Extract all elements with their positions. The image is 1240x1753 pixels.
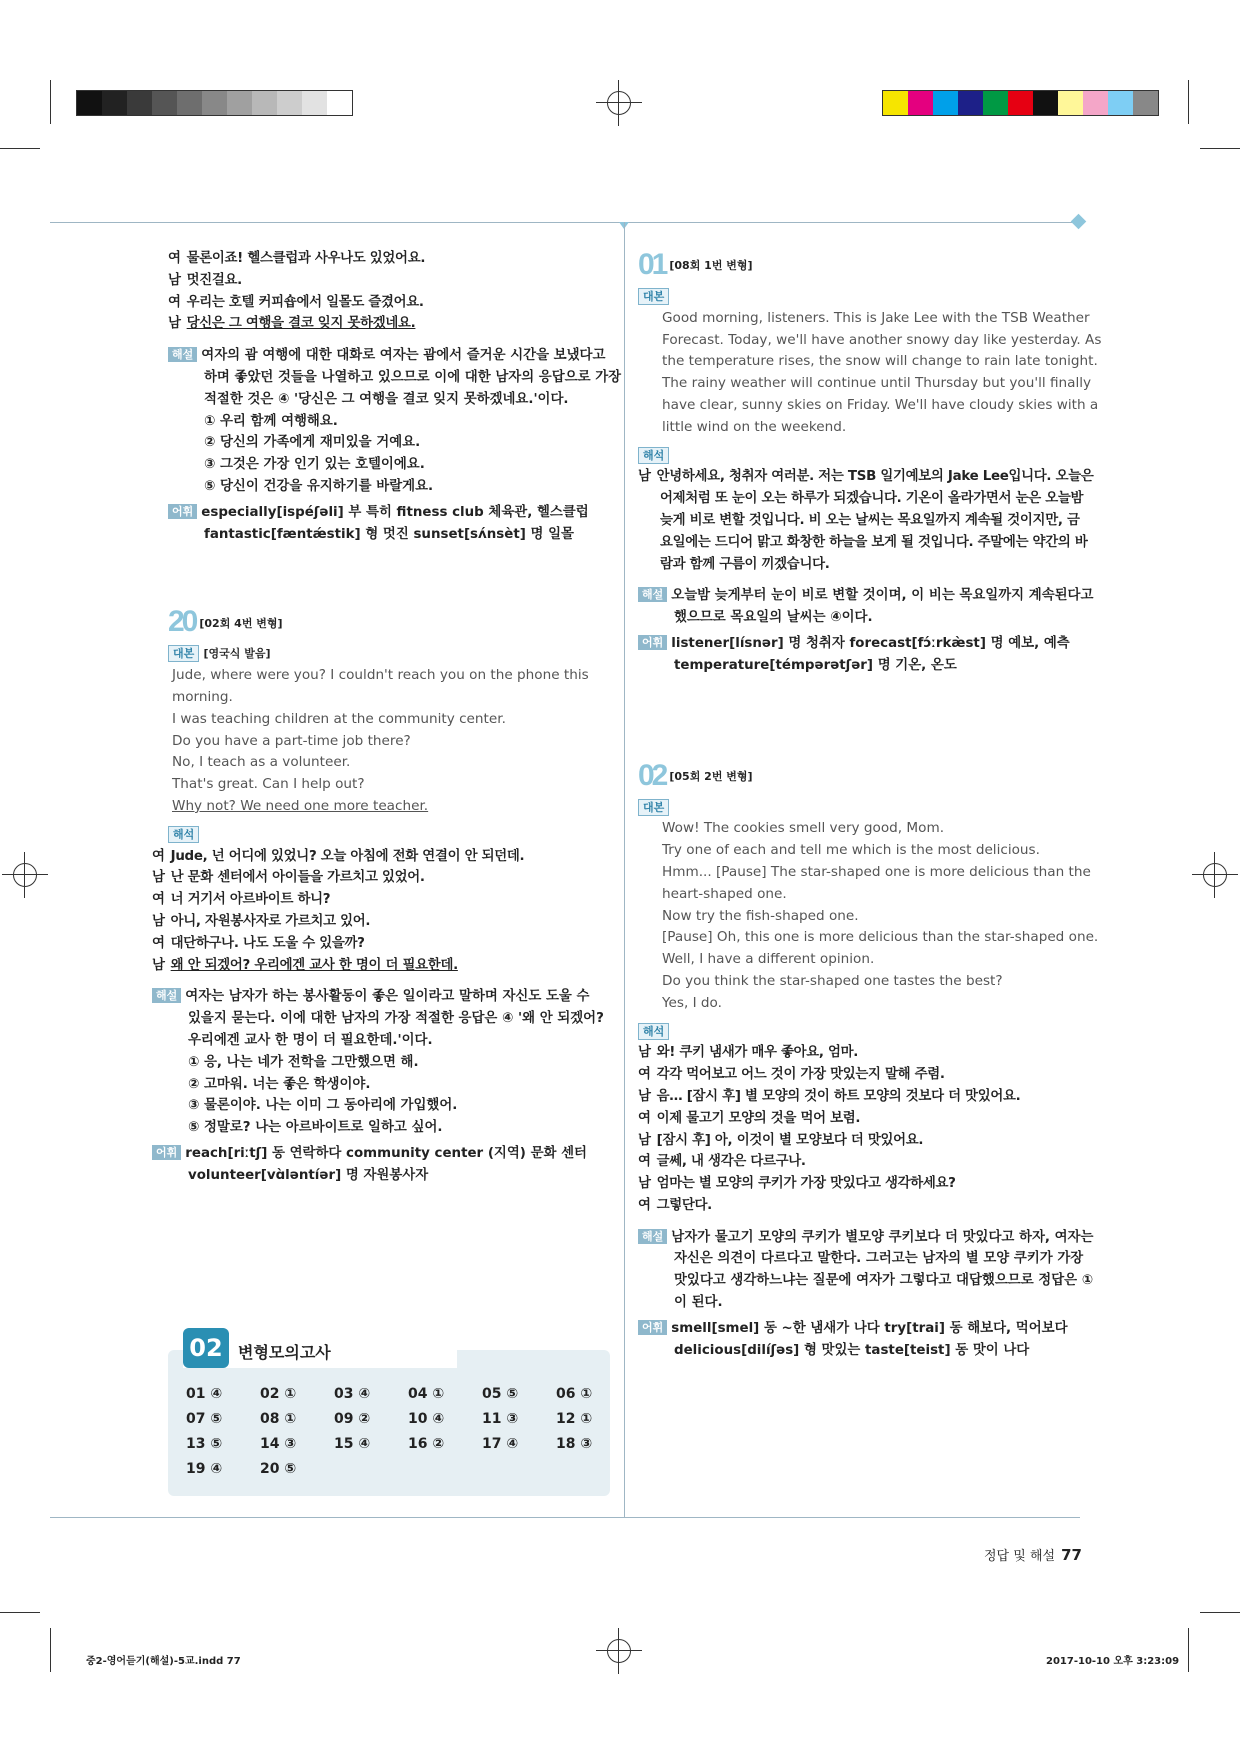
left-column: 여 물론이죠! 헬스클럽과 사우나도 있었어요. 남 멋진걸요. 여 우리는 호텔 커피숍에서 일몰도 즐겼어요. 남 당신은 그 여행을 결코 잊지 못하겠네요. 해설 여자의 괌 여행에 대한 대화로 여자는 괌에서 즐거운 시간을 보냈다고 하며 좋았던 것들을 나열하고 있으므로 이에 대한 남자의 응답으로 가장 적절한 것은 ④ '당신은 그 여행을 결코 잊지 못하겠네요.'이다. ① 우리 함께 여행해요. ② 당신의 가족에게 재미있을 거예요. ③ 그것은 가장 인기 있는 호텔이에요. ⑤ 당신이 건강을 유지하기를 바랄게요. 어휘 especially[ispéʃəli] 부 특히 fitness club 체육관, 헬스클럽 fantastic[fæntǽstik] 형 멋진 sunset[sʌ́nsèt] 명 일몰 20 [02회 4번 변형] 대본 [영국식 발음] Jude, where were you? I couldn't reach you on the phone this morning. I was teaching children at the community center. Do you have a part-time job there? No, I teach as a volunteer. That's great. Can I help out? Why not? We need one more teacher. 해석 여 Jude, 넌 어디에 있었니? 오늘 아침에 전화 연결이 안 되던데. 남 난 문화 센터에서 아이들을 가르치고 있었어. 여 너 거기서 아르바이트 하니? 남 아니, 자원봉사자로 가르치고 있어. 여 대단하구나. 나도 도울 수 있을까? 남 왜 안 되겠어? 우리에겐 교사 한 명이 더 필요한데. 해설 여자는 남자가 하는 봉사활동이 좋은 일이라고 말하며 자신도 도울 수 있을지 묻는다. 이에 대한 남자의 가장 적절한 응답은 ④ '왜 안 되겠어? 우리에겐 교사 한 명이 더 필요한데.'이다. ① 응, 나는 네가 전학을 그만했으면 해. ② 고마워. 너는 좋은 학생이야. ③ 물론이야. 나는 이미 그 동아리에 가입했어. ⑤ 정말로? 나는 아르바이트로 일하고 싶어. 어휘 reach[riːtʃ] 동 연락하다 community center (지역) 문화 센터 volunteer[vɑ̀ləntíər] 명 자원봉사자 <box>168 248 610 1186</box>
answer-item: 01 ④ <box>186 1386 223 1402</box>
question-source: [08회 1번 변형] <box>669 259 753 273</box>
translation-block: 여 Jude, 넌 어디에 있었니? 오늘 아침에 전화 연결이 안 되던데. 남 난 문화 센터에서 아이들을 가르치고 있었어. 여 너 거기서 아르바이트 하니? 남 아니, 자원봉사자로 가르치고 있어. 여 대단하구나. 나도 도울 수 있을까? 남 왜 안 되겠어? 우리에겐 교사 한 명이 더 필요한데. <box>152 848 525 973</box>
vocab-tag: 어휘 <box>168 504 197 519</box>
header-diamond-icon <box>1071 214 1087 230</box>
trim-mark <box>1200 148 1240 149</box>
vocab-tag: 어휘 <box>638 1320 667 1335</box>
trim-mark <box>1188 80 1189 124</box>
answer-key-grid <box>186 1384 606 1479</box>
answer-item: 15 ④ <box>334 1436 371 1452</box>
question-01-heading <box>638 250 1082 280</box>
right-column <box>638 248 1102 1361</box>
answer-item: 12 ① <box>556 1411 593 1427</box>
question-number: 02 <box>638 758 666 792</box>
answer-item: 04 ① <box>408 1386 445 1402</box>
footer-label: 정답 및 해설 <box>984 1549 1056 1564</box>
explanation-tag: 해설 <box>638 1229 667 1244</box>
answer-item: 06 ① <box>556 1386 593 1402</box>
dialogue-end <box>168 248 610 335</box>
explanation-block: 해설 여자는 남자가 하는 봉사활동이 좋은 일이라고 말하며 자신도 도울 수 있을지 묻는다. 이에 대한 남자의 가장 적절한 응답은 ④ '왜 안 되겠어? 우리에겐 교사 한 명이 더 필요한데.'이다. ① 응, 나는 네가 전학을 그만했으면 해. ② 고마워. 너는 좋은 학생이야. ③ 물론이야. 나는 이미 그 동아리에 가입했어. ⑤ 정말로? 나는 아르바이트로 일하고 싶어. <box>152 986 610 1139</box>
question-number: 01 <box>638 248 666 281</box>
question-number: 20 <box>168 605 196 639</box>
header-rule <box>50 222 1080 223</box>
translation-block: 남 안녕하세요, 청취자 여러분. 저는 TSB 일기예보의 Jake Lee입니다. 오늘은 어제처럼 또 눈이 오는 하루가 되겠습니다. 기온이 올라가면서 눈은 오늘밤 늦게 비로 변할 것입니다. 비 오는 날씨는 목요일까지 계속될 것이지만, 금 요일에는 드디어 맑고 화창한 하늘을 보게 될 것입니다. 주말에는 약간의 바 람과 함께 구름이 끼겠습니다. <box>638 469 1094 572</box>
registration-mark-right <box>1192 852 1238 898</box>
question-source: [02회 4번 변형] <box>199 616 283 630</box>
translation-tag: 해석 <box>638 1023 669 1040</box>
grayscale-color-bar <box>76 90 353 116</box>
trim-mark <box>1188 1628 1189 1672</box>
page-footer <box>984 1545 1082 1564</box>
trim-mark <box>0 1612 40 1613</box>
dialogue-line: 여 우리는 호텔 커피숍에서 일몰도 즐겼어요. <box>168 294 424 310</box>
question-20-heading <box>168 607 610 637</box>
vocab-tag: 어휘 <box>152 1145 181 1160</box>
explanation-tag: 해설 <box>168 347 197 362</box>
answer-item: 16 ② <box>408 1436 445 1452</box>
translation-tag: 해석 <box>168 826 199 843</box>
script-block: Jude, where were you? I couldn't reach you on the phone this morning. I was teaching children at the community center. Do you have a part-time job there? No, I teach as a volunteer. That's great. Can I help out? Why not? We need one more teacher. <box>172 667 589 814</box>
script-block: Good morning, listeners. This is Jake Lee with the TSB Weather Forecast. Today, we'll have another snowy day like yesterday. As the temperature rises, the snow will change to rain late tonight. The rainy weather will continue until Thursday but you'll finally have clear, sunny skies on Friday. We'll have cloudy skies with a little wind on the weekend. <box>662 309 1102 435</box>
vocab-block: 어휘 especially[ispéʃəli] 부 특히 fitness club 체육관, 헬스클럽 fantastic[fæntǽstik] 형 멋진 sunset[sʌ́nsèt] 명 일몰 <box>168 502 610 546</box>
script-tag: 대본 <box>638 799 669 816</box>
registration-mark-left <box>2 852 48 898</box>
slug-filename: 중2-영어듣기(해설)-5교.indd 77 <box>86 1656 241 1667</box>
script-tag: 대본 <box>168 645 199 662</box>
registration-mark-top <box>596 80 642 126</box>
trim-mark <box>50 1628 51 1672</box>
vocab-block: 어휘 smell[smel] 동 ~한 냄새가 나다 try[trai] 동 해보다, 먹어보다 delicious[dilíʃəs] 형 맛있는 taste[teist] 동 맛이 나다 <box>638 1318 1082 1362</box>
explanation-block: 해설 남자가 물고기 모양의 쿠키가 별모양 쿠키보다 더 맛있다고 하자, 여자는 자신은 의견이 다르다고 말한다. 그러고는 남자의 별 모양 쿠키가 가장 맛있다고 생각하느냐는 질문에 여자가 그렇다고 대답했으므로 정답은 ① 이 된다. <box>638 1227 1082 1314</box>
trim-mark <box>50 80 51 124</box>
cmyk-color-bar <box>882 90 1159 116</box>
answer-item: 19 ④ <box>186 1461 223 1477</box>
trim-mark <box>0 148 40 149</box>
dialogue-line: 여 물론이죠! 헬스클럽과 사우나도 있었어요. <box>168 251 426 266</box>
answer-item: 08 ① <box>260 1411 297 1427</box>
answer-item: 14 ③ <box>260 1436 297 1452</box>
answer-item: 11 ③ <box>482 1411 519 1427</box>
explanation-tag: 해설 <box>638 587 667 602</box>
column-divider <box>624 222 625 1517</box>
explanation-block: 해설 여자의 괌 여행에 대한 대화로 여자는 괌에서 즐거운 시간을 보냈다고 하며 좋았던 것들을 나열하고 있으므로 이에 대한 남자의 응답으로 가장 적절한 것은 ④ '당신은 그 여행을 결코 잊지 못하겠네요.'이다. ① 우리 함께 여행해요. ② 당신의 가족에게 재미있을 거예요. ③ 그것은 가장 인기 있는 호텔이에요. ⑤ 당신이 건강을 유지하기를 바랄게요. <box>168 345 610 498</box>
dialogue-line: 남 멋진걸요. <box>168 272 242 288</box>
vocab-tag: 어휘 <box>638 635 667 650</box>
answer-item: 10 ④ <box>408 1411 445 1427</box>
answer-item: 07 ⑤ <box>186 1411 223 1427</box>
registration-mark-bottom <box>596 1628 642 1674</box>
answer-item: 05 ⑤ <box>482 1386 519 1402</box>
answer-item: 13 ⑤ <box>186 1436 223 1452</box>
slug-timestamp: 2017-10-10 오후 3:23:09 <box>1046 1656 1180 1667</box>
answer-key-badge: 02 <box>183 1328 229 1368</box>
answer-item: 02 ① <box>260 1386 297 1402</box>
vocab-block: 어휘 listener[lísnər] 명 청취자 forecast[fɔ́ːrkæ̀st] 명 예보, 예측 temperature[témpərətʃər] 명 기온, 온도 <box>638 633 1082 677</box>
dialogue-line-answer: 남 당신은 그 여행을 결코 잊지 못하겠네요. <box>168 316 416 332</box>
answer-item: 17 ④ <box>482 1436 519 1452</box>
explanation-tag: 해설 <box>152 988 181 1003</box>
script-tag: 대본 <box>638 288 669 305</box>
trim-mark <box>1200 1612 1240 1613</box>
answer-item: 09 ② <box>334 1411 371 1427</box>
translation-tag: 해석 <box>638 447 669 464</box>
vocab-block: 어휘 reach[riːtʃ] 동 연락하다 community center (지역) 문화 센터 volunteer[vɑ̀ləntíər] 명 자원봉사자 <box>152 1143 610 1187</box>
explanation-block: 해설 오늘밤 늦게부터 눈이 비로 변할 것이며, 이 비는 목요일까지 계속된다고 했으므로 목요일의 날씨는 ④이다. <box>638 585 1082 629</box>
page-number: 77 <box>1061 1546 1082 1564</box>
script-block: Wow! The cookies smell very good, Mom. Try one of each and tell me which is the most delicious. Hmm... [Pause] The star-shaped one is more delicious than the heart-shaped one. Now try the fish-shaped one. [Pause] Oh, this one is more delicious than the star-shaped one. Well, I have a different opinion. Do you think the star-shaped one tastes the best? Yes, I do. <box>662 820 1099 1011</box>
answer-item: 20 ⑤ <box>260 1461 297 1477</box>
question-02-heading <box>638 758 1082 792</box>
answer-item: 18 ③ <box>556 1436 593 1452</box>
translation-block: 남 와! 쿠키 냄새가 매우 좋아요, 엄마. 여 각각 먹어보고 어느 것이 가장 맛있는지 말해 주렴. 남 음… [잠시 후] 별 모양의 것이 하트 모양의 것보다 더 맛있어요. 여 이제 물고기 모양의 것을 먹어 보렴. 남 [잠시 후] 아, 이것이 별 모양보다 더 맛있어요. 여 글쎄, 내 생각은 다르구나. 남 엄마는 별 모양의 쿠키가 가장 맛있다고 생각하세요? 여 그렇단다. <box>638 1045 1021 1213</box>
answer-key-title: 변형모의고사 <box>238 1343 331 1362</box>
answer-item: 03 ④ <box>334 1386 371 1402</box>
footer-rule <box>50 1517 1080 1518</box>
question-source: [05회 2번 변형] <box>669 769 753 783</box>
